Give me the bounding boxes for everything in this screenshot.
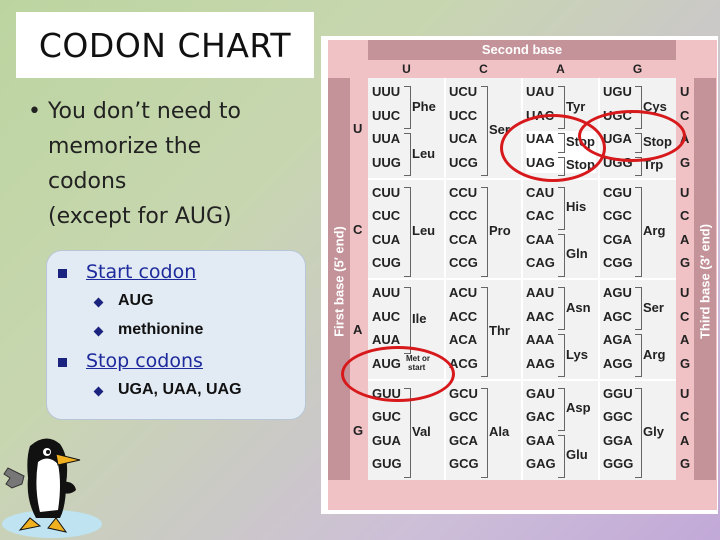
- amino-acid-ala: Ala: [489, 423, 510, 439]
- codon-GAC: GAC: [526, 409, 555, 424]
- codon-AAC: AAC: [526, 308, 555, 324]
- codon-GUG: GUG: [372, 456, 402, 471]
- amino-acid-arg: Arg: [643, 222, 666, 238]
- codon-CUC: CUC: [372, 208, 401, 223]
- codon-CCC: CCC: [449, 208, 478, 223]
- block-divider: [368, 178, 676, 180]
- third-base-label: Third base (3′ end): [697, 223, 713, 340]
- first-base-A: A: [353, 322, 363, 337]
- third-base-U: U: [680, 184, 690, 200]
- amino-acid-his: His: [566, 199, 587, 214]
- codon-GGU: GGU: [603, 385, 633, 401]
- met-start-label: Met or: [406, 353, 430, 363]
- codon-UGA: UGA: [603, 131, 632, 146]
- third-base-C: C: [680, 107, 690, 123]
- codon-CUA: CUA: [372, 231, 401, 247]
- codon-UUG: UUG: [372, 154, 401, 170]
- aa-bracket: [558, 287, 565, 330]
- codon-UUC: UUC: [372, 107, 401, 123]
- amino-acid-lys: Lys: [566, 346, 588, 362]
- second-base-col-U: U: [402, 62, 411, 76]
- amino-acid-cys: Cys: [643, 98, 667, 114]
- start-codon-link[interactable]: Start codon: [86, 261, 197, 283]
- aa-bracket: [635, 334, 642, 377]
- codon-CGA: CGA: [603, 231, 632, 247]
- codon-AUC: AUC: [372, 308, 401, 324]
- amino-acid-trp: Trp: [643, 157, 664, 173]
- aa-bracket: [404, 187, 411, 277]
- first-base-C: C: [353, 221, 363, 237]
- third-base-G: G: [680, 255, 691, 270]
- aa-bracket: [481, 388, 488, 478]
- bullet-line-2: memorize the: [48, 134, 202, 159]
- amino-acid-thr: Thr: [489, 323, 510, 338]
- aa-bracket: [481, 287, 488, 377]
- codon-AUA: AUA: [372, 332, 401, 347]
- slide-title: CODON CHART: [16, 12, 314, 78]
- square-bullet-icon: [58, 269, 67, 278]
- aa-bracket: [558, 435, 565, 478]
- third-base-A: A: [680, 332, 690, 347]
- amino-acid-arg: Arg: [643, 346, 666, 362]
- codon-UGG: UGG: [603, 154, 633, 170]
- codon-GAU: GAU: [526, 385, 555, 401]
- second-base-col-G: G: [632, 62, 643, 76]
- penguin-mechanic-icon: [0, 432, 104, 540]
- aa-bracket: [558, 388, 565, 431]
- codon-UAA: UAA: [526, 131, 555, 146]
- third-base-G: G: [680, 154, 691, 170]
- amino-acid-ser: Ser: [643, 299, 664, 315]
- bullet-line-1: You don’t need to: [48, 99, 241, 124]
- codon-UCC: UCC: [449, 107, 478, 123]
- codon-UGC: UGC: [603, 107, 632, 123]
- aa-bracket: [635, 287, 642, 330]
- codon-AGU: AGU: [603, 285, 632, 300]
- codon-AAU: AAU: [526, 285, 555, 300]
- main-bullet: [28, 94, 318, 234]
- amino-acid-ile: Ile: [412, 311, 427, 327]
- codon-CAA: CAA: [526, 231, 555, 247]
- codon-CUU: CUU: [372, 184, 401, 200]
- third-base-G: G: [680, 355, 691, 371]
- codon-GCU: GCU: [449, 385, 478, 401]
- codon-UUU: UUU: [372, 84, 401, 99]
- codon-GUC: GUC: [372, 409, 401, 424]
- third-base-A: A: [680, 131, 690, 146]
- third-base-U: U: [680, 84, 690, 99]
- codon-ACG: ACG: [449, 355, 478, 371]
- codon-GGC: GGC: [603, 409, 633, 424]
- codon-CCU: CCU: [449, 184, 478, 200]
- second-base-col-C: C: [479, 62, 488, 76]
- codon-AUU: AUU: [372, 285, 401, 300]
- codon-CGG: CGG: [603, 255, 633, 270]
- codon-UGU: UGU: [603, 84, 632, 99]
- stop-codons-link[interactable]: Stop codons: [86, 350, 203, 372]
- aug-start-circle: [341, 346, 455, 402]
- bullet-dot: •: [28, 99, 41, 124]
- start-codon-item: methionine: [118, 321, 204, 338]
- block-divider: [368, 278, 676, 280]
- codon-CUG: CUG: [372, 255, 401, 270]
- amino-acid-asn: Asn: [566, 299, 591, 315]
- aa-bracket: [404, 287, 411, 354]
- codon-ACC: ACC: [449, 308, 478, 324]
- codon-CAG: CAG: [526, 255, 555, 270]
- second-base-col-A: A: [556, 62, 565, 76]
- third-base-A: A: [680, 231, 690, 247]
- met-start-label: start: [408, 362, 426, 372]
- codon-UCA: UCA: [449, 131, 478, 146]
- second-base-header: Second base: [368, 40, 676, 60]
- codon-CAU: CAU: [526, 184, 555, 200]
- aa-bracket: [481, 86, 488, 176]
- amino-acid-leu: Leu: [412, 145, 436, 161]
- amino-acid-glu: Glu: [566, 447, 588, 462]
- codon-CCG: CCG: [449, 255, 478, 270]
- amino-acid-asp: Asp: [566, 400, 591, 415]
- aa-bracket: [558, 234, 565, 277]
- codon-AUG: AUG: [372, 355, 401, 371]
- codon-UAG: UAG: [526, 154, 555, 170]
- amino-acid-stop: Stop: [566, 133, 595, 149]
- codon-CCA: CCA: [449, 231, 478, 247]
- codon-CGC: CGC: [603, 208, 632, 223]
- codon-AAA: AAA: [526, 332, 555, 347]
- third-base-C: C: [680, 308, 690, 324]
- codon-GGA: GGA: [603, 432, 633, 448]
- codon-GUA: GUA: [372, 432, 401, 448]
- amino-acid-val: Val: [412, 423, 431, 439]
- codon-GAG: GAG: [526, 456, 556, 471]
- codon-UAU: UAU: [526, 84, 555, 99]
- aa-bracket: [558, 334, 565, 377]
- codon-CGU: CGU: [603, 184, 632, 200]
- codon-GCG: GCG: [449, 456, 479, 471]
- amino-acid-stop: Stop: [566, 157, 595, 173]
- start-codon-item: AUG: [118, 292, 154, 309]
- amino-acid-pro: Pro: [489, 222, 511, 238]
- first-base-U: U: [353, 121, 363, 136]
- uga-stop-circle: [578, 107, 686, 162]
- codon-UCU: UCU: [449, 84, 478, 99]
- aa-bracket: [404, 133, 411, 176]
- codon-ACU: ACU: [449, 285, 478, 300]
- codon-GCC: GCC: [449, 409, 478, 424]
- first-base-G: G: [353, 422, 364, 438]
- third-base-C: C: [680, 208, 690, 223]
- aa-bracket: [558, 187, 565, 230]
- codon-AGG: AGG: [603, 355, 633, 371]
- codon-AGA: AGA: [603, 332, 632, 347]
- stop-codon-item: UGA, UAA, UAG: [118, 381, 242, 398]
- amino-acid-tyr: Tyr: [566, 98, 586, 114]
- square-bullet-icon: [58, 358, 67, 367]
- aa-bracket: [404, 86, 411, 129]
- first-base-label: First base (5′ end): [331, 226, 347, 337]
- third-base-G: G: [680, 456, 691, 471]
- amino-acid-stop: Stop: [643, 133, 672, 149]
- amino-acid-leu: Leu: [412, 222, 436, 238]
- bullet-line-3: codons: [48, 169, 127, 194]
- codon-GCA: GCA: [449, 432, 478, 448]
- codon-CAC: CAC: [526, 208, 555, 223]
- codon-UAC: UAC: [526, 107, 555, 123]
- aa-bracket: [635, 388, 642, 478]
- amino-acid-gln: Gln: [566, 246, 588, 261]
- codon-GAA: GAA: [526, 432, 555, 448]
- third-base-C: C: [680, 409, 690, 424]
- codon-AGC: AGC: [603, 308, 632, 324]
- third-base-A: A: [680, 432, 690, 448]
- amino-acid-ser: Ser: [489, 122, 510, 137]
- amino-acid-phe: Phe: [412, 98, 436, 114]
- third-base-U: U: [680, 385, 690, 401]
- codon-ACA: ACA: [449, 332, 478, 347]
- codon-AAG: AAG: [526, 355, 555, 371]
- aa-bracket: [481, 187, 488, 277]
- codon-GGG: GGG: [603, 456, 634, 471]
- bullet-line-4: (except for AUG): [48, 204, 232, 229]
- aa-bracket: [635, 187, 642, 277]
- codon-UCG: UCG: [449, 154, 478, 170]
- codon-GUU: GUU: [372, 385, 401, 401]
- codon-UUA: UUA: [372, 131, 401, 146]
- amino-acid-gly: Gly: [643, 423, 664, 439]
- third-base-U: U: [680, 285, 690, 300]
